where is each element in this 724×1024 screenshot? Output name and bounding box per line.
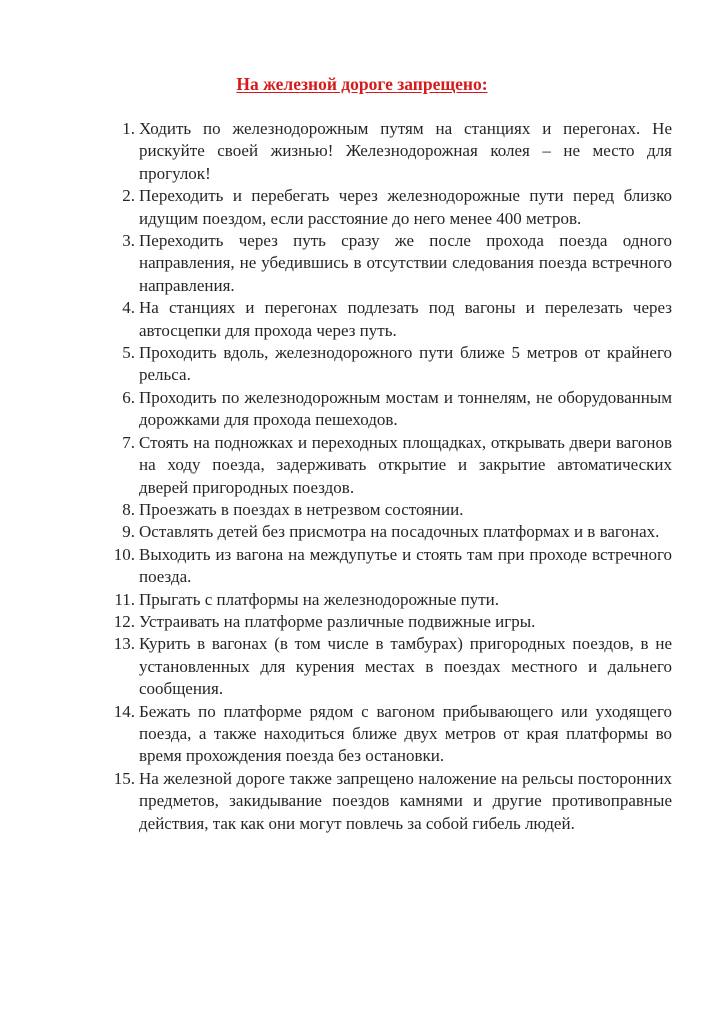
rule-item bbox=[122, 185, 672, 230]
rule-number: 4. bbox=[122, 298, 135, 318]
rule-number: 11. bbox=[114, 589, 135, 609]
rule-item bbox=[122, 521, 672, 543]
rule-text: Переходить через путь сразу же после прохода поезда одного направления, не убедившись в отсутствии следования поезда встречного направления. bbox=[139, 231, 672, 295]
rule-number: 12. bbox=[113, 611, 135, 631]
rule-text: Бежать по платформе рядом с вагоном прибывающего или уходящего поезда, а также находиться ближе двух метров от края платформы во время прохождения поезда без остановки. bbox=[139, 701, 672, 766]
rule-number: 1. bbox=[122, 119, 135, 138]
rule-number: 8. bbox=[122, 499, 135, 519]
rule-text: Проходить вдоль, железнодорожного пути ближе 5 метров от крайнего рельса. bbox=[139, 343, 672, 385]
rule-item bbox=[114, 589, 672, 611]
rule-text: На станциях и перегонах подлезать под вагоны и перелезать через автосцепки для прохода через путь. bbox=[139, 298, 672, 340]
rule-number: 5. bbox=[122, 343, 135, 363]
rule-item bbox=[113, 768, 672, 835]
rule-number: 2. bbox=[122, 186, 135, 206]
rule-text: На железной дороге также запрещено наложение на рельсы посторонних предметов, закидывание поездов камнями и другие противоправные действия, так как они могут повлечь за собой гибель людей. bbox=[139, 768, 672, 833]
rule-number: 14. bbox=[113, 701, 135, 721]
rule-item bbox=[113, 611, 672, 633]
rule-text: Курить в вагонах (в том числе в тамбурах) пригородных поездов, в не установленных для курения местах в поездах местного и дальнего сообщения. bbox=[139, 634, 672, 699]
rule-text: Ходить по железнодорожным путям на станциях и перегонах. Не рискуйте своей жизнью! Железнодорожная колея – не место для прогулок! bbox=[139, 119, 672, 183]
rule-item bbox=[122, 387, 672, 432]
rule-item bbox=[122, 342, 672, 387]
rule-item bbox=[122, 297, 672, 342]
rule-number: 6. bbox=[122, 387, 135, 407]
rule-number: 15. bbox=[113, 768, 135, 788]
rule-text: Стоять на подножках и переходных площадках, открывать двери вагонов на ходу поезда, задерживать открытие и закрытие автоматических дверей пригородных поездов. bbox=[139, 432, 672, 497]
rule-text: Проезжать в поездах в нетрезвом состоянии. bbox=[139, 499, 464, 519]
rule-text: Устраивать на платформе различные подвижные игры. bbox=[139, 611, 536, 631]
rule-item bbox=[122, 432, 672, 499]
rule-item bbox=[113, 633, 672, 700]
rule-number: 9. bbox=[122, 522, 135, 542]
rule-item bbox=[122, 499, 672, 521]
rules-list bbox=[113, 118, 672, 835]
rule-text: Проходить по железнодорожным мостам и тоннелям, не оборудованным дорожками для прохода пешеходов. bbox=[139, 387, 672, 430]
rule-text: Выходить из вагона на междупутье и стоять там при проходе встречного поезда. bbox=[139, 544, 672, 587]
rule-text: Прыгать с платформы на железнодорожные пути. bbox=[139, 589, 499, 609]
rule-item bbox=[122, 118, 672, 185]
rule-number: 13. bbox=[113, 634, 135, 654]
rule-text: Оставлять детей без присмотра на посадочных платформах и в вагонах. bbox=[139, 522, 660, 542]
document-title: На железной дороге запрещено: bbox=[236, 74, 488, 94]
rule-number: 3. bbox=[122, 231, 135, 251]
rule-item bbox=[113, 701, 672, 768]
rule-item bbox=[113, 544, 672, 589]
rule-text: Переходить и перебегать через железнодорожные пути перед близко идущим поездом, если расстояние до него менее 400 метров. bbox=[139, 186, 672, 228]
rule-number: 7. bbox=[122, 432, 135, 452]
rule-number: 10. bbox=[113, 544, 135, 564]
rule-item bbox=[122, 230, 672, 297]
